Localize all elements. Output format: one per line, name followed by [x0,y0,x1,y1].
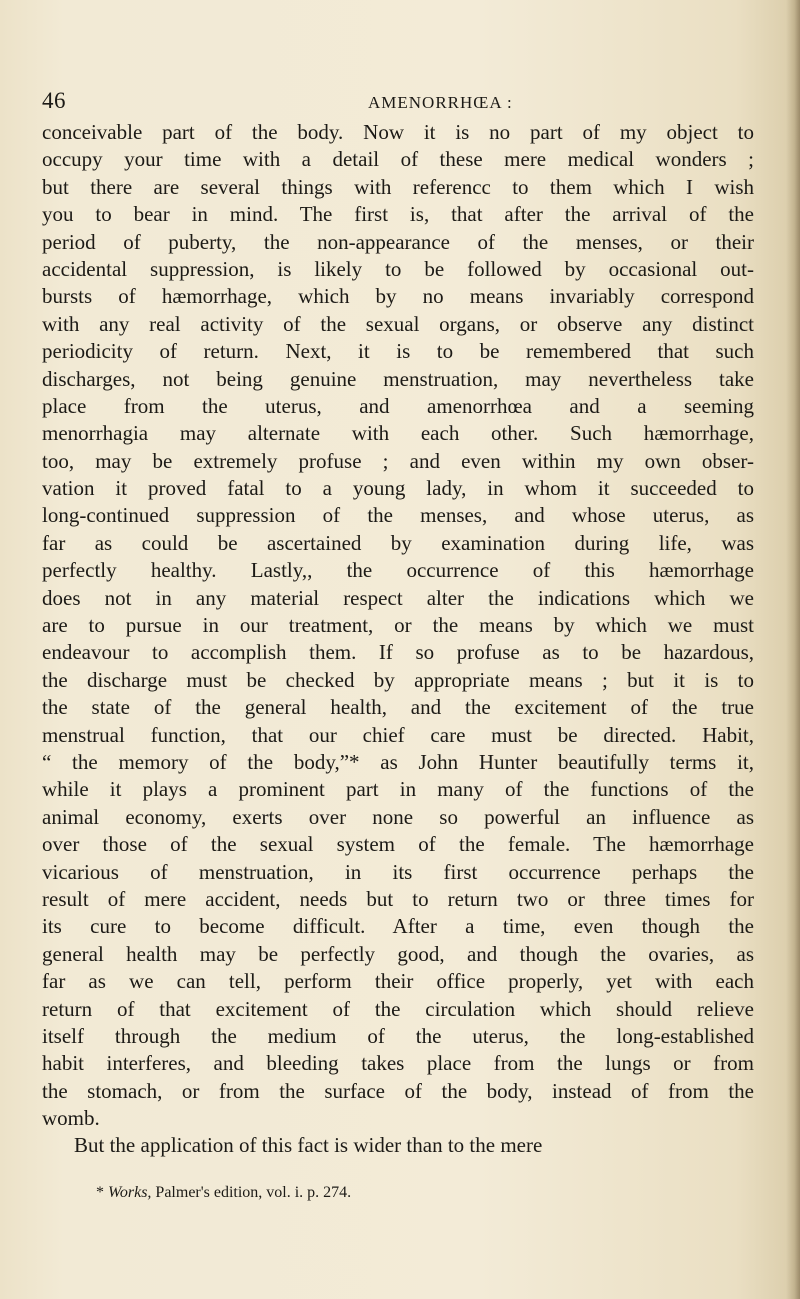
text-line: far as we can tell, perform their office properly, yet with each [42,969,754,994]
text-line: too, may be extremely profuse ; and even within my own obser- [42,448,754,473]
text-line: the state of the general health, and the excitement of the true [42,695,754,720]
text-line: its cure to become difficult. After a time, even though the [42,914,754,939]
text-line: over those of the sexual system of the female. The hæmorrhage [42,832,754,857]
text-line: with any real activity of the sexual organs, or observe any distinct [42,311,754,336]
text-line: vation it proved fatal to a young lady, in whom it succeeded to [42,476,754,501]
text-line: are to pursue in our treatment, or the means by which we must [42,613,754,638]
text-line: perfectly healthy. Lastly,, the occurrence of this hæmorrhage [42,558,754,583]
text-line: you to bear in mind. The first is, that after the arrival of the [42,202,754,227]
text-line: the stomach, or from the surface of the body, instead of from the [42,1078,754,1103]
text-line: periodicity of return. Next, it is to be remembered that such [42,339,754,364]
text-line: itself through the medium of the uterus, the long-established [42,1023,754,1048]
text-line: accidental suppression, is likely to be followed by occasional out- [42,256,754,281]
text-line: result of mere accident, needs but to return two or three times for [42,886,754,911]
text-line: “ the memory of the body,”* as John Hunter beautifully terms it, [42,749,754,774]
running-head: AMENORRHŒA : [368,93,513,112]
text-line: but there are several things with referencc to them which I wish [42,174,754,199]
text-line: But the application of this fact is wider than to the mere [74,1133,543,1158]
text-line: menstrual function, that our chief care must be directed. Habit, [42,722,754,747]
text-line: vicarious of menstruation, in its first occurrence perhaps the [42,859,754,884]
text-line: far as could be ascertained by examination during life, was [42,530,754,555]
text-line: womb. [42,1106,100,1131]
page-header [42,88,742,120]
page-edge-shadow [786,0,800,1299]
page-number: 46 [42,88,66,113]
text-line: bursts of hæmorrhage, which by no means invariably correspond [42,284,754,309]
text-line: discharges, not being genuine menstruation, may nevertheless take [42,366,754,391]
text-line: endeavour to accomplish them. If so profuse as to be hazardous, [42,640,754,665]
text-line: habit interferes, and bleeding takes place from the lungs or from [42,1051,754,1076]
footnote-citation: Palmer's edition, vol. i. p. 274. [155,1184,352,1201]
footnote-marker: * [96,1184,104,1201]
footnote [96,1184,351,1202]
text-line: long-continued suppression of the menses, and whose uterus, as [42,503,754,528]
body-text [42,119,754,1160]
text-line: place from the uterus, and amenorrhœa and a seeming [42,393,754,418]
text-line: occupy your time with a detail of these mere medical wonders ; [42,147,754,172]
text-line: animal economy, exerts over none so powerful an influence as [42,804,754,829]
text-line: conceivable part of the body. Now it is no part of my object to [42,120,754,144]
text-line: the discharge must be checked by appropriate means ; but it is to [42,667,754,692]
text-line: period of puberty, the non-appearance of the menses, or their [42,229,754,254]
footnote-work-title: Works, [108,1184,152,1201]
text-line: while it plays a prominent part in many of the functions of the [42,777,754,802]
text-line: general health may be perfectly good, and though the ovaries, as [42,941,754,966]
text-line: menorrhagia may alternate with each other. Such hæmorrhage, [42,421,754,446]
text-line: does not in any material respect alter the indications which we [42,585,754,610]
text-line: return of that excitement of the circulation which should relieve [42,996,754,1021]
